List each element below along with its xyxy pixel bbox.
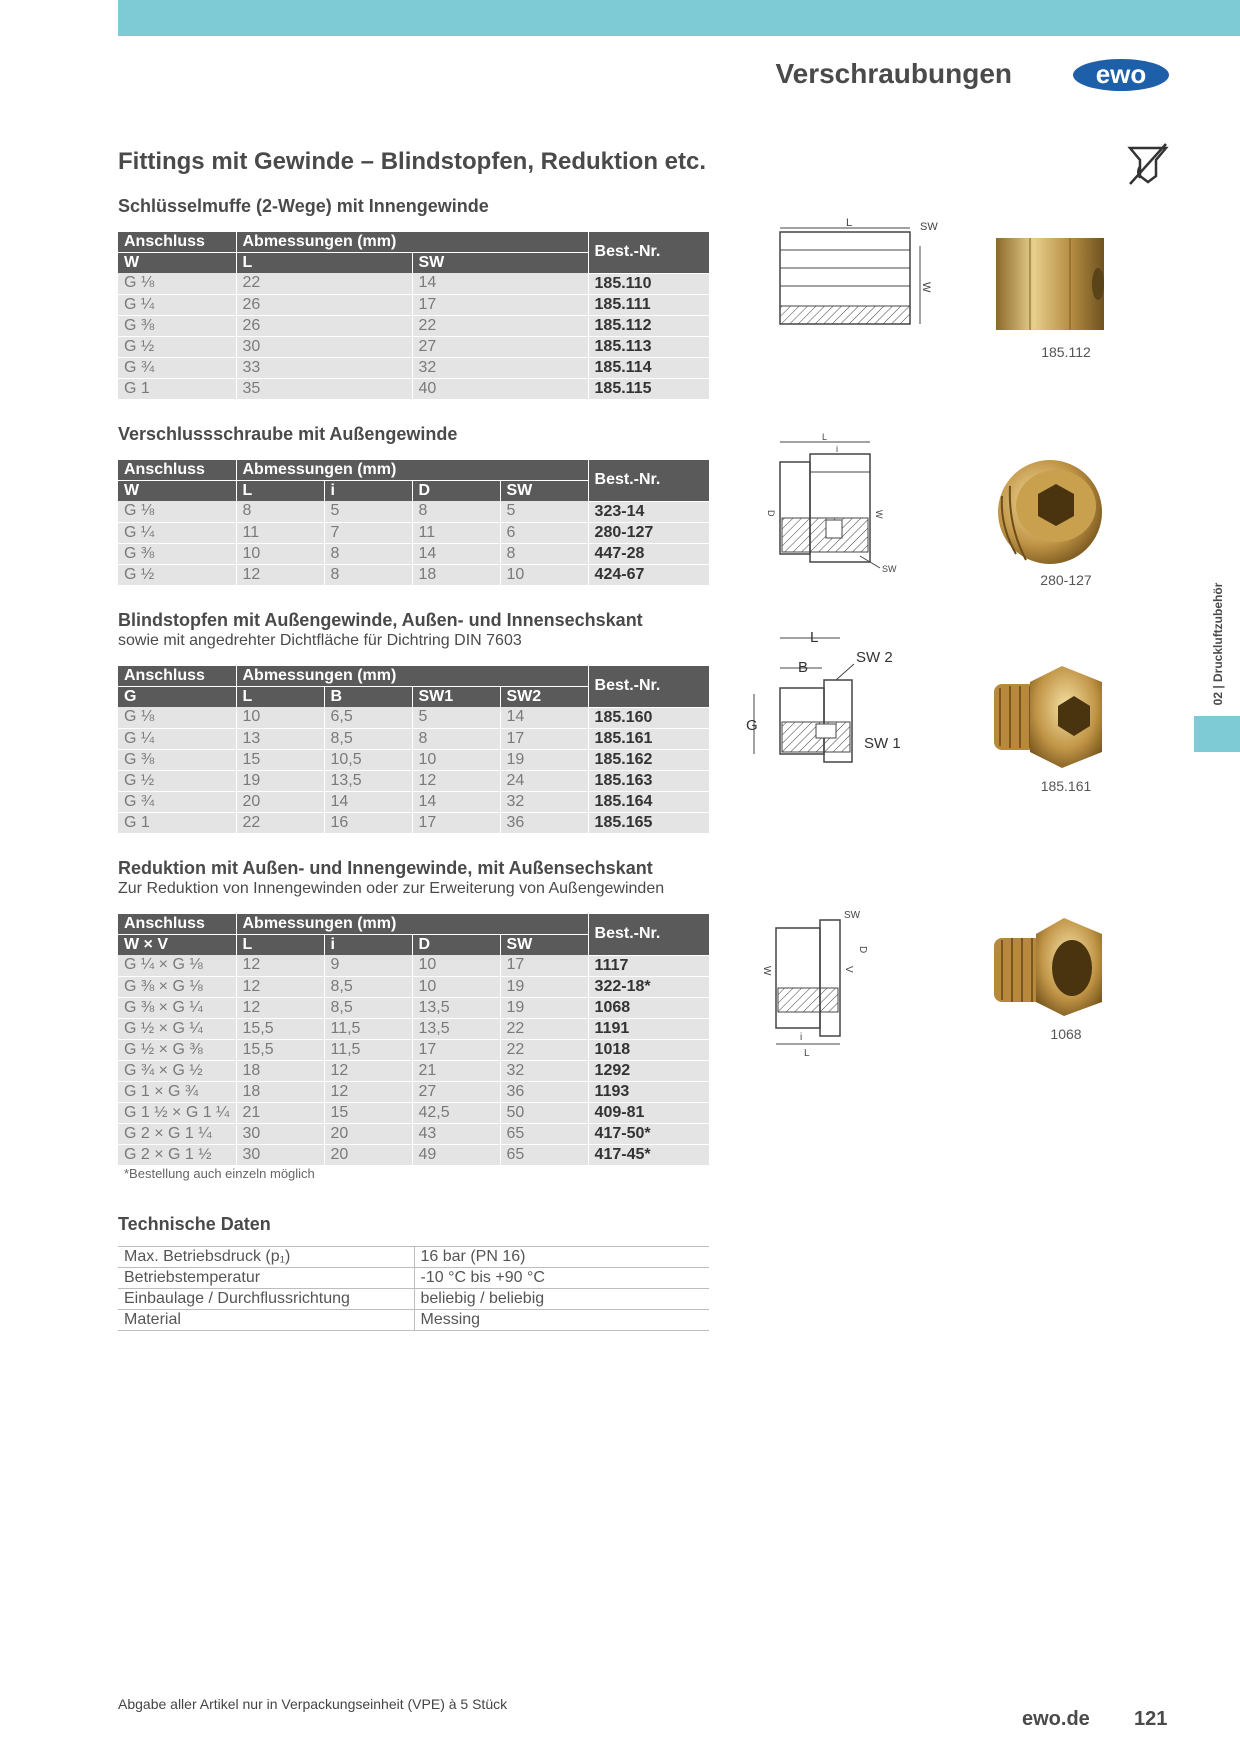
drawing-verschlussschraube xyxy=(760,432,900,576)
cell-value: 12 xyxy=(236,976,324,997)
order-number: 447-28 xyxy=(588,543,709,564)
table-row xyxy=(118,543,709,564)
cell-value: 33 xyxy=(236,357,412,378)
cell-value: G 2 × G 1 ¼ xyxy=(118,1123,236,1144)
cell-value: G ½ xyxy=(118,564,236,585)
cell-value: G ½ × G ⅜ xyxy=(118,1039,236,1060)
cell-value: 20 xyxy=(324,1144,412,1165)
page-number: 121 xyxy=(1134,1708,1168,1730)
table-row xyxy=(118,378,709,399)
table-row xyxy=(118,1144,709,1165)
table-blindstopfen xyxy=(118,666,709,834)
tech-row xyxy=(118,1310,709,1331)
cell-value: 10 xyxy=(236,707,324,728)
order-number: 185.163 xyxy=(588,770,709,791)
col-header-best-nr: Best.-Nr. xyxy=(588,460,709,501)
cell-value: 12 xyxy=(324,1060,412,1081)
section-title-verschlussschraube: Verschlussschraube mit Außengewinde xyxy=(118,424,458,444)
cell-value: 8 xyxy=(324,564,412,585)
cell-value: 22 xyxy=(500,1018,588,1039)
svg-text:D: D xyxy=(857,946,868,954)
cell-value: 21 xyxy=(236,1102,324,1123)
section-subtitle-blindstopfen: sowie mit angedrehter Dichtfläche für Dichtring DIN 7603 xyxy=(118,632,522,649)
cell-value: 13 xyxy=(236,728,324,749)
col-header-sw2: SW2 xyxy=(500,687,588,708)
order-number: 1292 xyxy=(588,1060,709,1081)
table-reduktion xyxy=(118,914,709,1166)
cell-value: 8 xyxy=(324,543,412,564)
photo-caption: 1068 xyxy=(1050,1026,1082,1042)
col-group-abmessungen: Abmessungen (mm) xyxy=(236,666,588,687)
photo-1068 xyxy=(990,910,1110,1022)
table-row xyxy=(118,707,709,728)
cell-value: 11 xyxy=(236,522,324,543)
svg-text:SW: SW xyxy=(920,221,938,233)
cell-value: 18 xyxy=(236,1060,324,1081)
svg-text:SW 1: SW 1 xyxy=(864,735,901,752)
cell-value: 10 xyxy=(412,955,500,976)
tech-value: -10 °C bis +90 °C xyxy=(414,1268,709,1289)
order-number: 185.164 xyxy=(588,791,709,812)
col-header-l: L xyxy=(236,687,324,708)
svg-text:L: L xyxy=(846,217,853,229)
cell-value: 14 xyxy=(412,543,500,564)
table-row xyxy=(118,564,709,585)
no-oil-icon xyxy=(1126,142,1170,186)
photo-caption: 185.161 xyxy=(1040,778,1092,794)
table-row xyxy=(118,749,709,770)
order-number: 409-81 xyxy=(588,1102,709,1123)
svg-text:W: W xyxy=(920,282,932,293)
svg-text:SW: SW xyxy=(882,564,897,574)
cell-value: 30 xyxy=(236,336,412,357)
table-row xyxy=(118,522,709,543)
footer-website[interactable]: ewo.de xyxy=(1022,1708,1090,1730)
cell-value: 6 xyxy=(500,522,588,543)
cell-value: G ⅜ xyxy=(118,749,236,770)
order-number: 185.162 xyxy=(588,749,709,770)
order-number: 185.111 xyxy=(588,294,709,315)
order-number: 185.161 xyxy=(588,728,709,749)
col-header-l: L xyxy=(236,481,324,502)
footer-note: Abgabe aller Artikel nur in Verpackungseinheit (VPE) à 5 Stück xyxy=(118,1696,508,1712)
cell-value: 22 xyxy=(236,812,324,833)
section-title-reduktion: Reduktion mit Außen- und Innengewinde, mit Außensechskant xyxy=(118,858,653,878)
col-header-sw: SW xyxy=(500,935,588,956)
svg-text:D: D xyxy=(766,510,776,517)
col-group-anschluss: Anschluss xyxy=(118,914,236,935)
table-row xyxy=(118,336,709,357)
footnote: *Bestellung auch einzeln möglich xyxy=(124,1166,315,1181)
table-row xyxy=(118,294,709,315)
drawing-reduktion xyxy=(756,906,876,1056)
page-heading: Fittings mit Gewinde – Blindstopfen, Reduktion etc. xyxy=(118,148,707,175)
cell-value: 18 xyxy=(236,1081,324,1102)
cell-value: G ⅜ xyxy=(118,543,236,564)
cell-value: 17 xyxy=(500,955,588,976)
ewo-logo xyxy=(1072,58,1170,92)
cell-value: 11,5 xyxy=(324,1018,412,1039)
table-row xyxy=(118,791,709,812)
cell-value: 17 xyxy=(412,812,500,833)
svg-text:L: L xyxy=(810,629,819,646)
cell-value: 18 xyxy=(412,564,500,585)
table-row xyxy=(118,1123,709,1144)
cell-value: 15 xyxy=(324,1102,412,1123)
section-title-technische-daten: Technische Daten xyxy=(118,1214,271,1234)
col-header-d: D xyxy=(412,481,500,502)
tech-row xyxy=(118,1247,709,1268)
cell-value: 65 xyxy=(500,1144,588,1165)
cell-value: G 1 xyxy=(118,378,236,399)
order-number: 185.113 xyxy=(588,336,709,357)
order-number: 417-50* xyxy=(588,1123,709,1144)
col-header-sw: SW xyxy=(412,253,588,274)
svg-text:W: W xyxy=(874,510,884,519)
cell-value: 19 xyxy=(500,997,588,1018)
cell-value: 26 xyxy=(236,315,412,336)
table-row xyxy=(118,315,709,336)
table-row xyxy=(118,357,709,378)
tech-label: Max. Betriebsdruck (p₁) xyxy=(118,1247,414,1268)
svg-text:i: i xyxy=(836,444,838,454)
cell-value: G ½ xyxy=(118,770,236,791)
cell-value: 16 xyxy=(324,812,412,833)
cell-value: G ⅛ xyxy=(118,501,236,522)
cell-value: G 2 × G 1 ½ xyxy=(118,1144,236,1165)
cell-value: 12 xyxy=(236,564,324,585)
cell-value: 20 xyxy=(324,1123,412,1144)
svg-text:L: L xyxy=(804,1048,810,1056)
order-number: 323-14 xyxy=(588,501,709,522)
tech-label: Betriebstemperatur xyxy=(118,1268,414,1289)
order-number: 185.115 xyxy=(588,378,709,399)
svg-text:W: W xyxy=(761,966,772,976)
order-number: 185.165 xyxy=(588,812,709,833)
drawing-schluesselmuffe xyxy=(770,216,940,332)
order-number: 1193 xyxy=(588,1081,709,1102)
cell-value: 24 xyxy=(500,770,588,791)
cell-value: G 1 xyxy=(118,812,236,833)
cell-value: 27 xyxy=(412,1081,500,1102)
order-number: 185.114 xyxy=(588,357,709,378)
tech-value: beliebig / beliebig xyxy=(414,1289,709,1310)
tech-row xyxy=(118,1268,709,1289)
cell-value: G ¼ xyxy=(118,522,236,543)
photo-280-127 xyxy=(990,456,1110,568)
cell-value: 8 xyxy=(412,501,500,522)
photo-caption: 185.112 xyxy=(1041,344,1091,360)
col-header-b: B xyxy=(324,687,412,708)
cell-value: 21 xyxy=(412,1060,500,1081)
page-category-title: Verschraubungen xyxy=(775,58,1012,89)
section-subtitle-reduktion: Zur Reduktion von Innengewinden oder zur Erweiterung von Außengewinden xyxy=(118,880,665,897)
cell-value: 32 xyxy=(500,791,588,812)
col-group-abmessungen: Abmessungen (mm) xyxy=(236,460,588,481)
svg-text:i: i xyxy=(800,1032,803,1043)
col-header-d: D xyxy=(412,935,500,956)
cell-value: 14 xyxy=(324,791,412,812)
col-header-sw1: SW1 xyxy=(412,687,500,708)
col-group-anschluss: Anschluss xyxy=(118,666,236,687)
cell-value: G ⅜ xyxy=(118,315,236,336)
order-number: 1068 xyxy=(588,997,709,1018)
cell-value: G ¾ xyxy=(118,357,236,378)
order-number: 185.110 xyxy=(588,273,709,294)
photo-185-112 xyxy=(990,228,1110,340)
order-number: 185.160 xyxy=(588,707,709,728)
section-title-schluesselmuffe: Schlüsselmuffe (2-Wege) mit Innengewinde xyxy=(118,196,489,216)
chapter-side-tab xyxy=(1194,716,1240,752)
cell-value: 49 xyxy=(412,1144,500,1165)
cell-value: 9 xyxy=(324,955,412,976)
table-row xyxy=(118,955,709,976)
cell-value: 26 xyxy=(236,294,412,315)
cell-value: 36 xyxy=(500,1081,588,1102)
table-row xyxy=(118,1018,709,1039)
col-header-g: G xyxy=(118,687,236,708)
col-header-w: W xyxy=(118,481,236,502)
tech-value: Messing xyxy=(414,1310,709,1331)
section-title-blindstopfen: Blindstopfen mit Außengewinde, Außen- und Innensechskant xyxy=(118,610,643,630)
cell-value: 22 xyxy=(500,1039,588,1060)
photo-185-161 xyxy=(990,660,1110,772)
cell-value: 14 xyxy=(412,273,588,294)
tech-label: Material xyxy=(118,1310,414,1331)
cell-value: 19 xyxy=(500,976,588,997)
col-header-best-nr: Best.-Nr. xyxy=(588,914,709,955)
cell-value: 35 xyxy=(236,378,412,399)
cell-value: 19 xyxy=(500,749,588,770)
col-header-i: i xyxy=(324,481,412,502)
order-number: 1018 xyxy=(588,1039,709,1060)
cell-value: G ½ × G ¼ xyxy=(118,1018,236,1039)
table-row xyxy=(118,976,709,997)
order-number: 280-127 xyxy=(588,522,709,543)
order-number: 424-67 xyxy=(588,564,709,585)
col-header-best-nr: Best.-Nr. xyxy=(588,666,709,707)
cell-value: 50 xyxy=(500,1102,588,1123)
cell-value: G ¼ × G ⅛ xyxy=(118,955,236,976)
cell-value: G ¾ xyxy=(118,791,236,812)
cell-value: 12 xyxy=(324,1081,412,1102)
svg-text:B: B xyxy=(798,659,809,676)
cell-value: G ¼ xyxy=(118,294,236,315)
cell-value: 5 xyxy=(324,501,412,522)
svg-text:G: G xyxy=(746,717,758,734)
cell-value: 65 xyxy=(500,1123,588,1144)
cell-value: 12 xyxy=(236,955,324,976)
cell-value: G ⅜ × G ¼ xyxy=(118,997,236,1018)
col-group-anschluss: Anschluss xyxy=(118,232,236,253)
col-header-l: L xyxy=(236,253,412,274)
cell-value: 14 xyxy=(500,707,588,728)
cell-value: G ⅛ xyxy=(118,273,236,294)
cell-value: 15 xyxy=(236,749,324,770)
cell-value: 15,5 xyxy=(236,1018,324,1039)
cell-value: 8 xyxy=(236,501,324,522)
cell-value: 22 xyxy=(236,273,412,294)
logo-text: ewo xyxy=(1095,59,1147,89)
cell-value: 19 xyxy=(236,770,324,791)
cell-value: 10,5 xyxy=(324,749,412,770)
cell-value: 8,5 xyxy=(324,976,412,997)
col-header-i: i xyxy=(324,935,412,956)
col-group-anschluss: Anschluss xyxy=(118,460,236,481)
cell-value: 17 xyxy=(412,294,588,315)
col-group-abmessungen: Abmessungen (mm) xyxy=(236,914,588,935)
cell-value: 30 xyxy=(236,1144,324,1165)
cell-value: 13,5 xyxy=(324,770,412,791)
cell-value: 5 xyxy=(412,707,500,728)
cell-value: 32 xyxy=(412,357,588,378)
cell-value: 8,5 xyxy=(324,728,412,749)
cell-value: 14 xyxy=(412,791,500,812)
order-number: 322-18* xyxy=(588,976,709,997)
cell-value: G ½ xyxy=(118,336,236,357)
photo-caption: 280-127 xyxy=(1040,572,1092,588)
top-color-band xyxy=(118,0,1240,36)
col-header-sw: SW xyxy=(500,481,588,502)
col-header-best-nr: Best.-Nr. xyxy=(588,232,709,273)
cell-value: 10 xyxy=(500,564,588,585)
cell-value: 27 xyxy=(412,336,588,357)
cell-value: 8 xyxy=(412,728,500,749)
cell-value: 22 xyxy=(412,315,588,336)
cell-value: G 1 × G ¾ xyxy=(118,1081,236,1102)
svg-text:SW: SW xyxy=(844,910,861,921)
cell-value: G 1 ½ × G 1 ¼ xyxy=(118,1102,236,1123)
cell-value: 8 xyxy=(500,543,588,564)
table-row xyxy=(118,1039,709,1060)
cell-value: 36 xyxy=(500,812,588,833)
tech-value: 16 bar (PN 16) xyxy=(414,1247,709,1268)
drawing-blindstopfen xyxy=(740,624,910,764)
table-row xyxy=(118,1102,709,1123)
svg-text:L: L xyxy=(822,432,828,442)
col-header-w: W xyxy=(118,253,236,274)
col-header-l: L xyxy=(236,935,324,956)
tech-row xyxy=(118,1289,709,1310)
order-number: 185.112 xyxy=(588,315,709,336)
cell-value: 17 xyxy=(412,1039,500,1060)
cell-value: 13,5 xyxy=(412,1018,500,1039)
cell-value: 43 xyxy=(412,1123,500,1144)
technical-data-table xyxy=(118,1246,709,1331)
cell-value: 8,5 xyxy=(324,997,412,1018)
cell-value: 11 xyxy=(412,522,500,543)
cell-value: 17 xyxy=(500,728,588,749)
cell-value: 40 xyxy=(412,378,588,399)
cell-value: 12 xyxy=(236,997,324,1018)
cell-value: 13,5 xyxy=(412,997,500,1018)
table-schluesselmuffe xyxy=(118,232,709,400)
table-row xyxy=(118,997,709,1018)
cell-value: 10 xyxy=(236,543,324,564)
table-row xyxy=(118,1060,709,1081)
svg-text:V: V xyxy=(843,966,854,973)
cell-value: G ⅛ xyxy=(118,707,236,728)
cell-value: G ¾ × G ½ xyxy=(118,1060,236,1081)
order-number: 1191 xyxy=(588,1018,709,1039)
cell-value: 20 xyxy=(236,791,324,812)
cell-value: 15,5 xyxy=(236,1039,324,1060)
cell-value: 30 xyxy=(236,1123,324,1144)
table-row xyxy=(118,1081,709,1102)
cell-value: 12 xyxy=(412,770,500,791)
cell-value: 10 xyxy=(412,749,500,770)
order-number: 417-45* xyxy=(588,1144,709,1165)
table-row xyxy=(118,812,709,833)
tech-label: Einbaulage / Durchflussrichtung xyxy=(118,1289,414,1310)
cell-value: 42,5 xyxy=(412,1102,500,1123)
cell-value: 7 xyxy=(324,522,412,543)
cell-value: G ¼ xyxy=(118,728,236,749)
col-header-w-v: W × V xyxy=(118,935,236,956)
table-row xyxy=(118,728,709,749)
table-row xyxy=(118,770,709,791)
table-verschlussschraube xyxy=(118,460,709,586)
order-number: 1117 xyxy=(588,955,709,976)
svg-text:SW 2: SW 2 xyxy=(856,649,893,666)
cell-value: 5 xyxy=(500,501,588,522)
cell-value: 6,5 xyxy=(324,707,412,728)
table-row xyxy=(118,273,709,294)
cell-value: 10 xyxy=(412,976,500,997)
col-group-abmessungen: Abmessungen (mm) xyxy=(236,232,588,253)
chapter-side-label: 02 | Druckluftzubehör xyxy=(1211,582,1225,706)
cell-value: G ⅜ × G ⅛ xyxy=(118,976,236,997)
cell-value: 11,5 xyxy=(324,1039,412,1060)
cell-value: 32 xyxy=(500,1060,588,1081)
table-row xyxy=(118,501,709,522)
